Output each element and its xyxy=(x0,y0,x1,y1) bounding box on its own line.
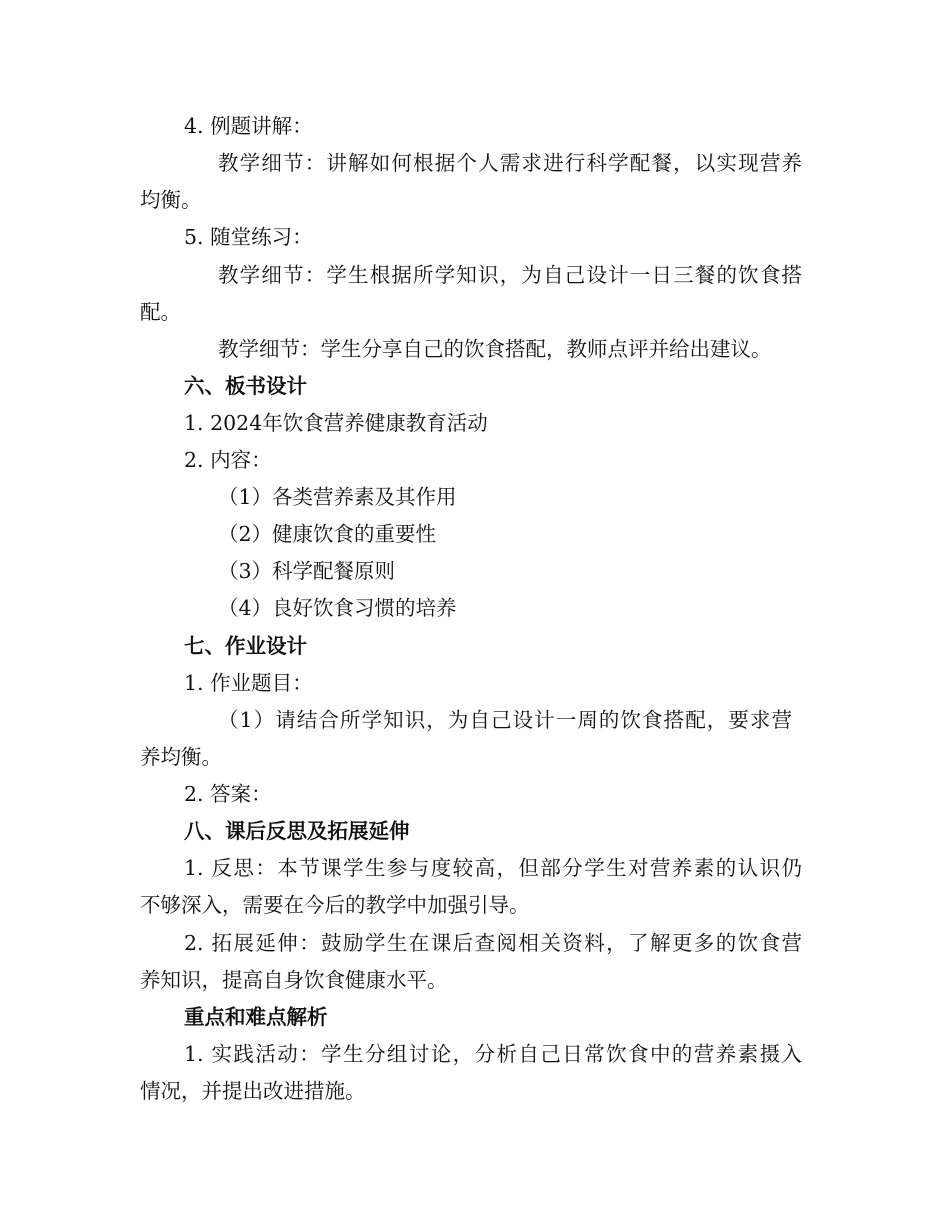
list-item-example-explanation: 4. 例题讲解： xyxy=(184,114,313,138)
section-heading-board-design: 六、板书设计 xyxy=(184,374,307,398)
paragraph-line: 配。 xyxy=(140,300,181,324)
paragraph-line: 不够深入，需要在今后的教学中加强引导。 xyxy=(140,893,530,917)
sub-list-item: （4）良好饮食习惯的培养 xyxy=(218,596,457,620)
paragraph-line: 养知识，提高自身饮食健康水平。 xyxy=(140,968,448,992)
paragraph-line: 教学细节：学生根据所学知识，为自己设计一日三餐的饮食搭 xyxy=(218,263,802,287)
paragraph-line: 均衡。 xyxy=(140,188,202,212)
sub-list-item: （1）各类营养素及其作用 xyxy=(218,485,457,509)
list-item: 2. 拓展延伸：鼓励学生在课后查阅相关资料，了解更多的饮食营 xyxy=(184,931,802,955)
list-item: 1. 反思：本节课学生参与度较高，但部分学生对营养素的认识仍 xyxy=(184,856,802,880)
sub-list-item: （1）请结合所学知识，为自己设计一周的饮食搭配，要求营 xyxy=(218,708,792,732)
section-heading-homework-design: 七、作业设计 xyxy=(184,634,307,658)
paragraph-line: 养均衡。 xyxy=(140,745,222,769)
list-item: 2. 答案： xyxy=(184,782,272,806)
sub-list-item: （3）科学配餐原则 xyxy=(218,559,396,583)
list-item: 2. 内容： xyxy=(184,448,272,472)
sub-list-item: （2）健康饮食的重要性 xyxy=(218,522,437,546)
section-heading-key-points: 重点和难点解析 xyxy=(184,1005,328,1029)
paragraph-line: 教学细节：讲解如何根据个人需求进行科学配餐，以实现营养 xyxy=(218,151,802,175)
list-item: 1. 实践活动：学生分组讨论，分析自己日常饮食中的营养素摄入 xyxy=(184,1042,802,1066)
list-item-class-practice: 5. 随堂练习： xyxy=(184,225,313,249)
section-heading-reflection: 八、课后反思及拓展延伸 xyxy=(184,819,410,843)
paragraph-line: 教学细节：学生分享自己的饮食搭配，教师点评并给出建议。 xyxy=(218,337,772,361)
paragraph-line: 情况，并提出改进措施。 xyxy=(140,1079,366,1103)
list-item: 1. 2024年饮食营养健康教育活动 xyxy=(184,411,488,435)
list-item: 1. 作业题目： xyxy=(184,671,313,695)
